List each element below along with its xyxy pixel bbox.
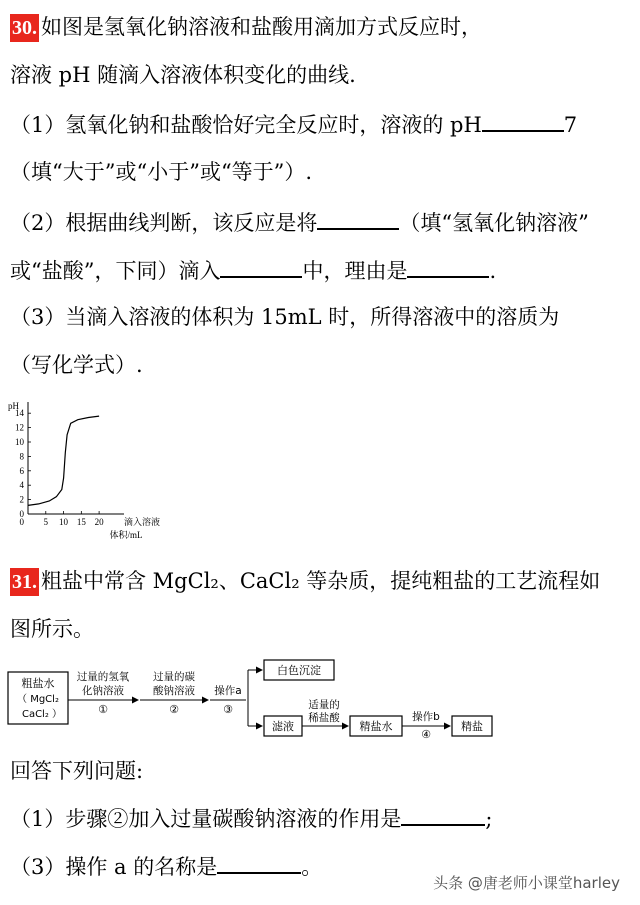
ph-curve-chart [6, 396, 161, 554]
x-axis-label-line1: 滴入溶液 [123, 517, 161, 527]
white-precipitate-label: 白色沉淀 [277, 664, 321, 677]
step-3-marker: ③ [223, 703, 233, 716]
answer-blank[interactable] [401, 804, 485, 826]
q30-part2-end: . [489, 259, 497, 283]
step-1-marker: ① [98, 703, 108, 716]
filtrate-label: 滤液 [272, 720, 294, 733]
y-tick-label: 4 [19, 480, 24, 491]
step-4-marker: ④ [421, 728, 431, 741]
operation-a-label: 操作a [214, 685, 242, 697]
refined-brine-label: 精盐水 [359, 720, 393, 733]
arrow4-reagent-line1: 适量的 [308, 699, 340, 711]
x-tick-label: 10 [59, 517, 69, 527]
y-tick-label: 6 [19, 465, 24, 476]
x-tick-label: 5 [43, 517, 49, 527]
arrow1-reagent-line2: 化钠溶液 [82, 685, 124, 697]
q30-part3: （3）当滴入溶液的体积为 15mL 时，所得溶液中的溶质为 [10, 305, 560, 329]
q30-line2: 溶液 pH 随滴入溶液体积变化的曲线. [10, 63, 356, 87]
q30-part1 [10, 110, 634, 140]
q31-number: 31. [10, 568, 39, 596]
q31-line1-text: 粗盐中常含 MgCl₂、CaCl₂ 等杂质，提纯粗盐的工艺流程如 [41, 569, 601, 593]
y-axis-label: pH [8, 401, 19, 411]
x-axis-label-line2: 体积/mL [109, 530, 143, 540]
arrow1-reagent-line1: 过量的氢氧 [76, 671, 130, 683]
q31-part1-end: ; [485, 807, 493, 831]
q31-answer-intro: 回答下列问题: [10, 759, 144, 783]
answer-blank[interactable] [217, 852, 301, 874]
answer-blank[interactable] [317, 208, 399, 230]
answer-blank[interactable] [482, 110, 564, 132]
y-tick-label: 0 [19, 509, 24, 519]
q31-part3-text: （3）操作 a 的名称是 [10, 855, 218, 879]
x-tick-label: 15 [76, 517, 86, 527]
q30-part2-reason: 中，理由是 [302, 259, 408, 283]
watermark: 头条 @唐老师小课堂harley [433, 874, 620, 892]
q30-part1-seven: 7 [563, 113, 578, 137]
q30-part2-hint: （填“氢氧化钠溶液” [399, 211, 589, 235]
arrow2-reagent-line1: 过量的碳 [153, 671, 195, 683]
q30-line1-text: 如图是氢氧化钠溶液和盐酸用滴加方式反应时， [41, 15, 482, 39]
q30-part1-hint: （填“大于”或“小于”或“等于”）. [10, 160, 313, 184]
ph-curve [28, 416, 99, 505]
crude-brine-impurity2: CaCl₂ ） [21, 709, 63, 720]
q31-line2: 图所示。 [10, 617, 94, 641]
q30-line1 [10, 12, 634, 42]
answer-blank[interactable] [407, 256, 489, 278]
q30-part2-text: （2）根据曲线判断，该反应是将 [10, 211, 318, 235]
q30-number: 30. [10, 14, 39, 42]
q30-part2-cont-text: 或“盐酸”，下同）滴入 [10, 259, 221, 283]
q31-part3-end: 。 [301, 855, 323, 879]
y-tick-label: 10 [15, 437, 24, 447]
refined-salt-label: 精盐 [461, 720, 483, 733]
q31-part1 [10, 804, 634, 834]
y-tick-label: 8 [19, 451, 24, 462]
q30-part3-cont: （写化学式）. [10, 353, 143, 377]
q30-part2 [10, 208, 634, 238]
q31-part1-text: （1）步骤②加入过量碳酸钠溶液的作用是 [10, 807, 402, 831]
operation-b-label: 操作b [412, 711, 440, 723]
y-tick-label: 14 [15, 408, 24, 419]
arrow4-reagent-line2: 稀盐酸 [308, 712, 340, 724]
arrow2-reagent-line2: 酸钠溶液 [153, 685, 195, 697]
q31-line1 [10, 566, 634, 596]
answer-blank[interactable] [220, 256, 302, 278]
purification-flowchart [4, 656, 504, 740]
crude-brine-label: 粗盐水 [21, 677, 55, 690]
y-tick-label: 12 [15, 422, 24, 433]
crude-brine-impurity1: （ MgCl₂ [17, 694, 59, 705]
q30-part1-text: （1）氢氧化钠和盐酸恰好完全反应时，溶液的 pH [10, 113, 482, 137]
y-tick-label: 2 [19, 494, 24, 505]
x-tick-label: 20 [94, 517, 104, 527]
step-2-marker: ② [169, 703, 179, 716]
q30-part2-cont [10, 256, 634, 286]
x-origin-label: 0 [19, 517, 24, 527]
